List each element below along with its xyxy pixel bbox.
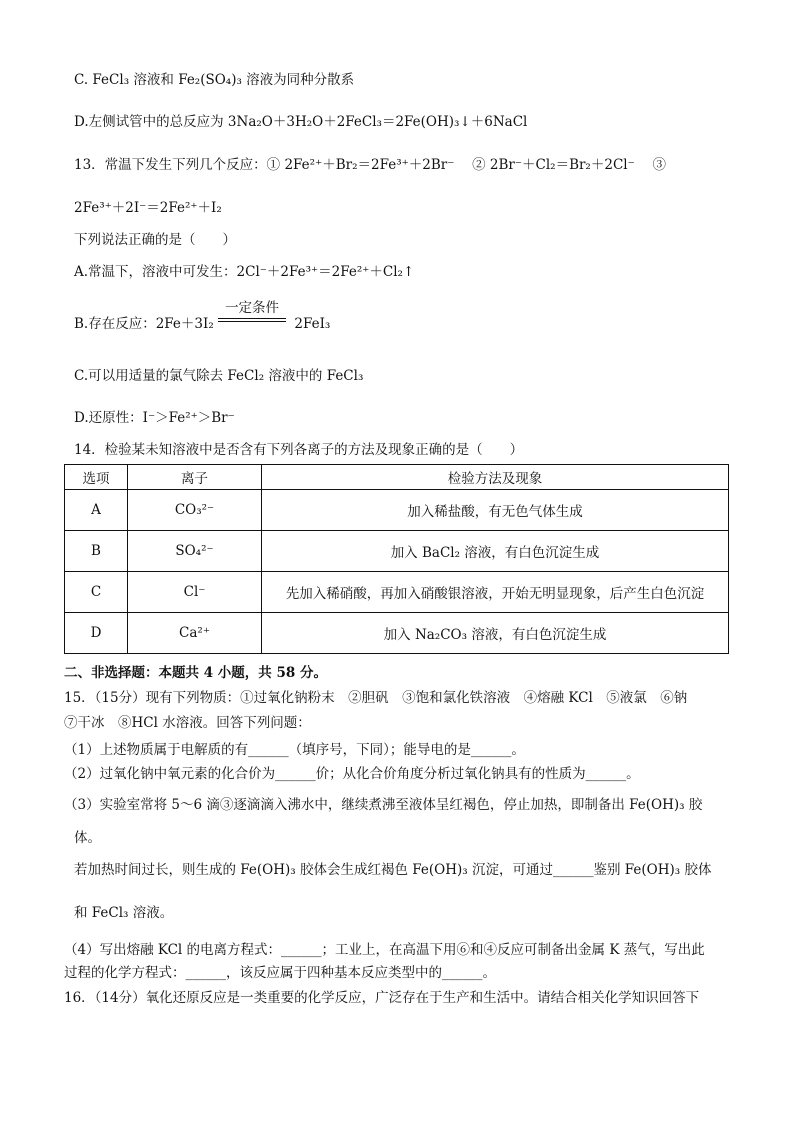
question-13-stem: 13．常温下发生下列几个反应：① 2Fe²⁺＋Br₂＝2Fe³⁺＋2Br⁻ ② 2Br⁻＋Cl₂＝Br₂＋2Cl⁻ ③ — [74, 157, 667, 173]
option-d-q13: D.还原性：I⁻＞Fe²⁺＞Br⁻ — [74, 410, 235, 426]
option-a-q13: A.常温下，溶液中可发生：2Cl⁻＋2Fe³⁺＝2Fe²⁺＋Cl₂↑ — [74, 264, 415, 280]
question-16-stem: 16．（14分）氧化还原反应是一类重要的化学反应，广泛存在于生产和生活中。请结合相关化学知识回答下 — [64, 990, 700, 1006]
question-15-part-2: （2）过氧化钠中氧元素的化合价为______价；从化合价角度分析过氧化钠具有的性质为______。 — [64, 766, 640, 782]
table-cell: 加入 Na₂CO₃ 溶液，有白色沉淀生成 — [262, 613, 729, 654]
question-14-table — [64, 464, 729, 654]
option-b-q13 — [74, 300, 331, 334]
question-15-part-4-cont: 过程的化学方程式：______，该反应属于四种基本反应类型中的______。 — [64, 965, 496, 981]
table-cell: D — [65, 613, 128, 654]
option-b-q13-left: B.存在反应：2Fe＋3I₂ — [74, 316, 214, 332]
table-cell: 加入 BaCl₂ 溶液，有白色沉淀生成 — [262, 531, 729, 572]
table-header: 选项 — [65, 465, 128, 490]
option-b-q13-right: 2FeI₃ — [294, 316, 331, 332]
table-header: 检验方法及现象 — [262, 465, 729, 490]
question-15-part-3-cont: 体。 — [74, 830, 101, 846]
table-row — [65, 613, 729, 654]
table-cell: 加入稀盐酸，有无色气体生成 — [262, 490, 729, 531]
option-c-q13: C.可以用适量的氯气除去 FeCl₂ 溶液中的 FeCl₃ — [74, 368, 364, 384]
question-15-stem-cont: ⑦干冰 ⑧HCl 水溶液。回答下列问题： — [64, 715, 311, 731]
table-cell: A — [65, 490, 128, 531]
table-cell: SO₄²⁻ — [128, 531, 262, 572]
table-row — [65, 531, 729, 572]
question-15-part-3: （3）实验室常将 5～6 滴③逐滴滴入沸水中，继续煮沸至液体呈红褐色，停止加热，即制备出 Fe(OH)₃ 胶 — [64, 797, 703, 813]
table-cell: Ca²⁺ — [128, 613, 262, 654]
question-14-stem: 14．检验某未知溶液中是否含有下列各离子的方法及现象正确的是（ ） — [74, 442, 524, 458]
table-row — [65, 490, 729, 531]
question-15-part-3-followup: 若加热时间过长，则生成的 Fe(OH)₃ 胶体会生成红褐色 Fe(OH)₃ 沉淀，可通过______鉴别 Fe(OH)₃ 胶体 — [74, 862, 712, 878]
question-15-part-4: （4）写出熔融 KCl 的电离方程式：______；工业上，在高温下用⑥和④反应可制备出金属 K 蒸气，写出此 — [64, 942, 705, 958]
option-d-q12: D.左侧试管中的总反应为 3Na₂O＋3H₂O＋2FeCl₃＝2Fe(OH)₃↓＋6NaCl — [74, 114, 528, 130]
table-header: 离子 — [128, 465, 262, 490]
reaction-condition: 一定条件 — [218, 298, 286, 322]
question-15-part-3-end: 和 FeCl₃ 溶液。 — [74, 905, 174, 921]
option-c-q12: C. FeCl₃ 溶液和 Fe₂(SO₄)₃ 溶液为同种分散系 — [74, 72, 355, 88]
double-arrow-line — [218, 318, 286, 322]
table-row — [65, 572, 729, 613]
table-cell: B — [65, 531, 128, 572]
table-cell: Cl⁻ — [128, 572, 262, 613]
table-cell: C — [65, 572, 128, 613]
question-13-prompt: 下列说法正确的是（ ） — [74, 232, 236, 248]
question-15-stem: 15．（15分）现有下列物质：①过氧化钠粉末 ②胆矾 ③饱和氯化铁溶液 ④熔融 KCl ⑤液氯 ⑥钠 — [64, 690, 688, 706]
table-cell: 先加入稀硝酸，再加入硝酸银溶液，开始无明显现象，后产生白色沉淀 — [262, 572, 729, 613]
table-header-row — [65, 465, 729, 490]
table-cell: CO₃²⁻ — [128, 490, 262, 531]
question-15-part-1: （1）上述物质属于电解质的有______（填序号，下同）；能导电的是______。 — [64, 742, 525, 758]
section-heading: 二、非选择题：本题共 4 小题，共 58 分。 — [64, 665, 327, 681]
question-13-reaction-3: 2Fe³⁺＋2I⁻＝2Fe²⁺＋I₂ — [74, 200, 222, 216]
